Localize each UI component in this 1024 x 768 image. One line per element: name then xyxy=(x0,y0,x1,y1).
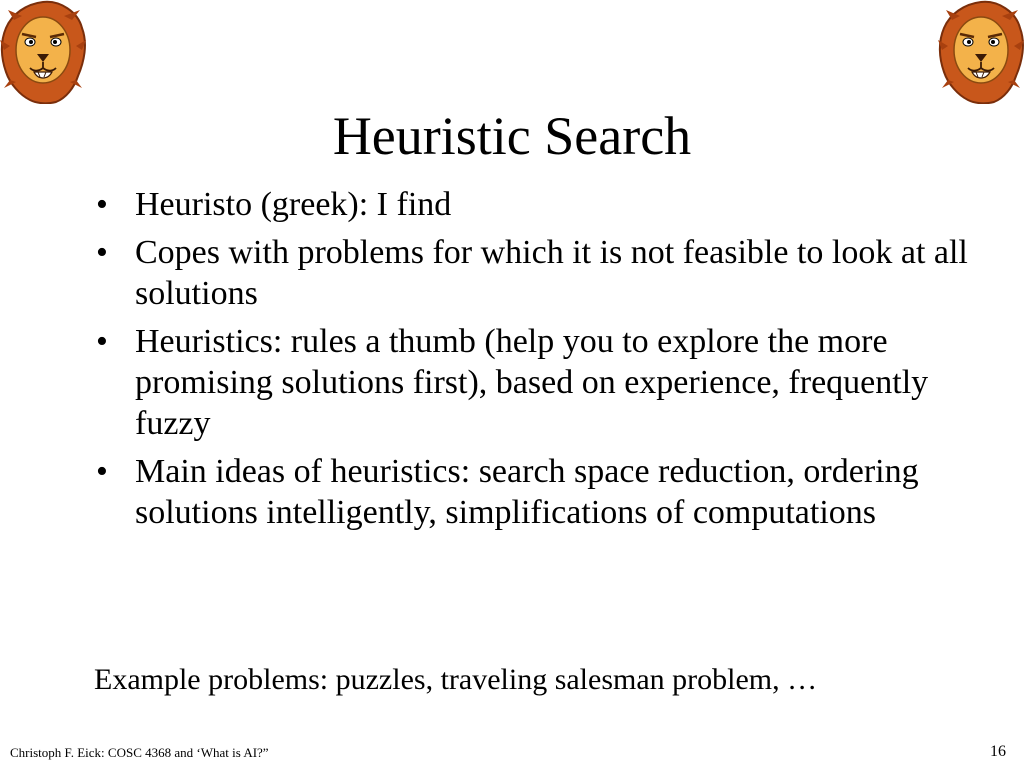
bullet-marker: • xyxy=(96,186,108,223)
bullet-text: Heuristics: rules a thumb (help you to explore the more promising solutions first), based on experience, frequently fuzzy xyxy=(135,323,929,442)
example-problems: Example problems: puzzles, traveling salesman problem, … xyxy=(94,663,818,696)
lion-head-icon xyxy=(0,0,86,104)
bullet-item xyxy=(96,451,976,533)
bullet-text: Heuristo (greek): I find xyxy=(135,186,452,223)
bullet-marker: • xyxy=(96,453,108,490)
bullet-item xyxy=(96,232,976,314)
bullet-item xyxy=(96,184,976,225)
page-number: 16 xyxy=(990,743,1006,760)
bullet-item xyxy=(96,321,976,444)
bullet-marker: • xyxy=(96,323,108,360)
bullet-marker: • xyxy=(96,234,108,271)
lion-head-icon xyxy=(938,0,1024,104)
bullet-list xyxy=(96,184,976,540)
footer-credit: Christoph F. Eick: COSC 4368 and ‘What is AI?” xyxy=(10,745,269,760)
bullet-text: Main ideas of heuristics: search space reduction, ordering solutions intelligently, simplifications of computations xyxy=(135,453,919,531)
bullet-text: Copes with problems for which it is not feasible to look at all solutions xyxy=(135,234,968,312)
slide-title: Heuristic Search xyxy=(332,106,692,166)
